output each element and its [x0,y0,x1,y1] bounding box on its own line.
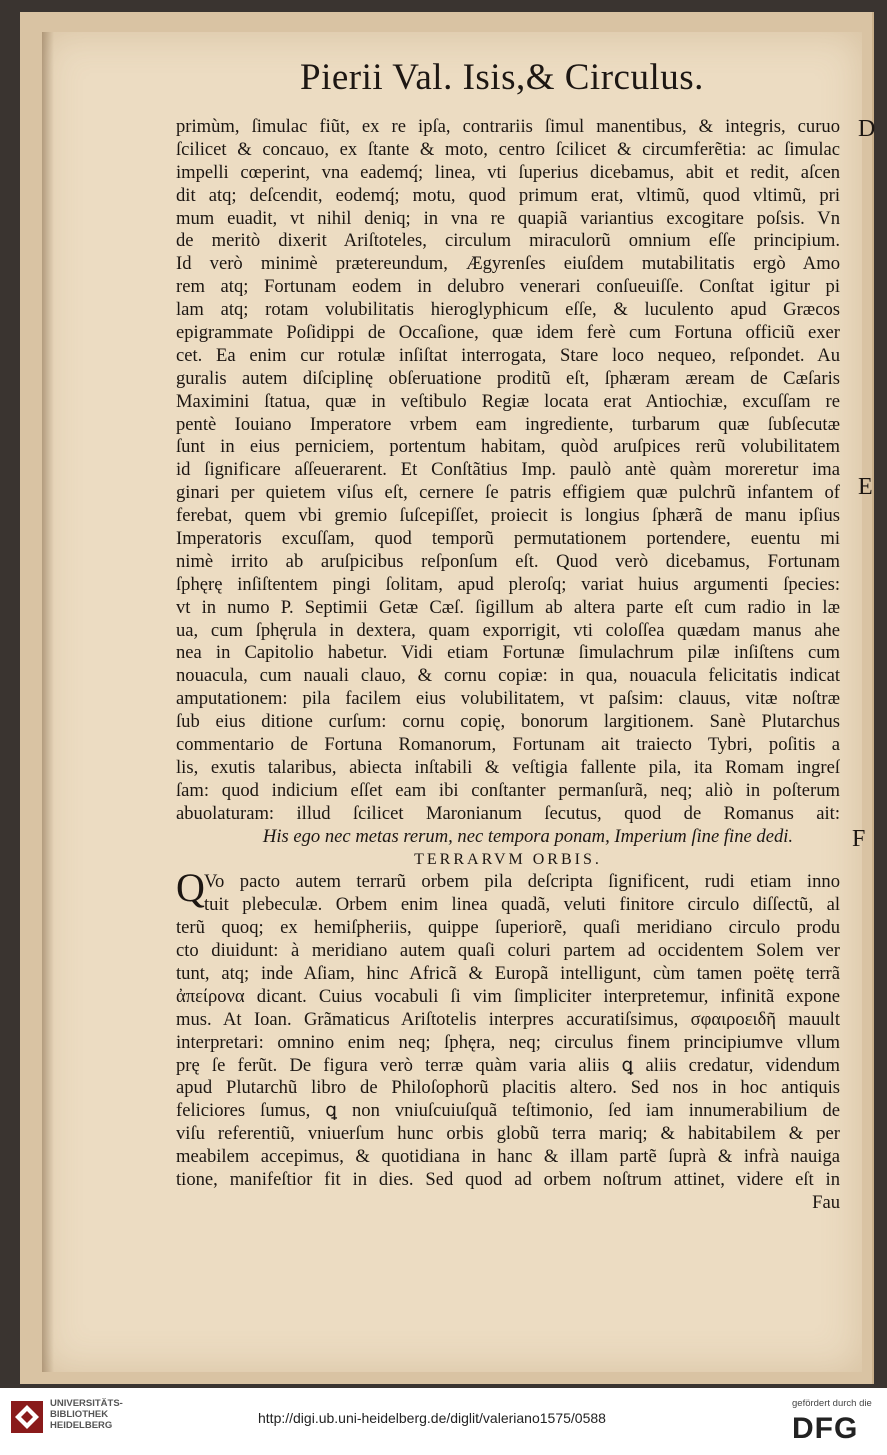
text-line: primùm, ſimulac fiũt, ex re ipſa, contrariis ſimul manentibus, & integris, curuo [176,116,840,137]
text-line: epigrammate Poſidippi de Occaſione, quæ idem ferè cum Fortuna officiũ exer [176,322,840,344]
margin-letter-e: E [858,474,873,500]
text-line: interpretari: omnino enim neq; ſphęra, neq; circulus finem principiumve vllum [176,1031,840,1053]
permalink-url[interactable]: http://digi.ub.uni-heidelberg.de/diglit/valeriano1575/0588 [258,1410,606,1426]
text-line: feliciores ſumus, ꝗ non vniuſcuiuſquã teſtimonio, ſed iam innumerabilium de [176,1100,840,1122]
library-line-3: HEIDELBERG [50,1420,113,1431]
drop-cap: Q [176,865,205,910]
text-line: ferebat, quem vbi gremio ſuſcepiſſet, proiecit is longius ſphærã de manu ipſius [176,505,840,527]
margin-letter-f: F [852,826,866,852]
text-line: nimè irrito ab aruſpicibus reſponſum eſt. Quod verò dicebamus, Fortunam [176,550,840,572]
text-line: ſam: quod indicium eſſet eam ibi conſtanter permanſurã, neq; aliò in poſterum [176,779,840,801]
text-line: apud Plutarchũ libro de Philoſophorũ placitis altero. Sed nos in hoc antiquis [176,1077,840,1099]
text-line: id ſignificare aſſeuerarent. Et Conſtãtius Imp. paulò antè quàm moreretur ima [176,459,840,481]
library-line-1: UNIVERSITÄTS- [50,1398,123,1409]
text-line: terũ quoq; ex hemiſpheriis, quippe ſuperiorẽ, quaſi meridiano circulo produ [176,917,840,939]
text-line: ginari per quietem viſus eſt, cernere ſe patris effigiem quæ pulchrũ infantem of [176,482,840,504]
text-line: dit atq; deſcendit, eodemq́; motu, quod primum erat, vltimũ, quod vltimũ, pri [176,184,840,206]
text-line: ἀπείρονα dicant. Cuius vocabuli ſi vim ſimpliciter interpretemur, infinitã expone [176,985,840,1007]
text-line: ua, cum ſphęrula in dextera, quam exporrigit, vti coloſſea quædam manus ahe [176,619,840,641]
funder-note: gefördert durch die [792,1398,872,1409]
text-line: commentario de Fortuna Romanorum, Fortunam ait traiecto Tybri, poſitis a [176,734,840,756]
text-line: rem atq; Fortunam eodem in delubro venerari conſueuiſſe. Conſtat igitur pi [176,276,840,298]
body-text [176,116,840,1215]
text-line: mum euadit, vt nihil deniq; in vna re quapiã variantius excogitare poſsis. Vn [176,207,840,229]
text-line: nouacula, cum nauali clauo, & cornu copiæ: in qua, nouacula felicitatis indicat [176,665,840,687]
paragraph-2 [176,871,840,1191]
text-line: lis, exutis talaribus, abiecta inſtabili & veſtigia fallente pila, ita Romam ingreſ [176,756,840,778]
gutter-shadow [42,32,54,1372]
library-name [50,1398,123,1431]
text-line: ſcilicet & concauo, ex ſtante & moto, centro ſcilicet & circumferẽtia: ac ſimulac [176,138,840,160]
margin-letter-d: D [858,116,876,142]
text-line: mus. At Ioan. Grãmaticus Ariſtotelis interpres accuratiſsimus, σφαιροειδῆ mauult [176,1008,840,1030]
text-line: guralis autem diſciplinę obſeruatione proditũ eſt, ſphæram æream de Cæſaris [176,367,840,389]
text-line: tunt, atq; inde Aſiam, hinc Africã & Europã intelligunt, cùm tamen poëtę terrã [176,962,840,984]
dfg-logo: DFG [792,1412,859,1445]
university-library-logo-icon [10,1400,44,1434]
text-line: ſphęrę inſiſtentem pingi ſolitam, apud pleroſq; variat huius argumenti ſpecies: [176,573,840,595]
text-line: vt in numo P. Septimii Getæ Cæſ. ſigillum ab altera parte eſt cum radio in læ [176,596,840,618]
verse-quote: His ego nec metas rerum, nec tempora ponam, Imperium ſine fine dedi. [262,825,794,847]
paragraph-1 [176,116,840,826]
text-line: Maximini ſtatua, quæ in veſtibulo Regiæ locata erat Antiochiæ, excuſſam re [176,390,840,412]
text-line: cto diuidunt: à meridiano autem quaſi coluri partem ad occidentem Solem ver [176,940,840,962]
text-line: Vo pacto autem terrarũ orbem pila deſcripta ſignificent, rudi etiam inno [204,871,840,893]
text-line: ſub eius ditione curſum: cornu copię, bonorum largitionem. Sanè Plutarchus [176,711,840,733]
text-line: tuit plebeculæ. Orbem enim linea quadã, veluti finitore circulo diſſectũ, al [204,894,840,916]
text-line: de meritò dixerit Ariſtoteles, circulum miraculorũ omnium eſſe principium. [176,230,840,252]
text-line: nea in Capitolio habetur. Vidi etiam Fortunæ ſimulachrum pilæ inſiſtens cum [176,642,840,664]
text-line: prę ſe ferũt. De figura verò terræ quàm varia aliis ꝗ aliis credatur, videndum [176,1054,840,1076]
text-line: amputationem: pila facilem eius volubilitatem, vt paſsim: clauus, vitæ noſtræ [176,688,840,710]
catchword: Fau [812,1191,840,1213]
running-head: Pierii Val. Isis,& Circulus. [300,57,704,98]
library-line-2: BIBLIOTHEK [50,1409,109,1420]
text-line: impelli cœperint, vna eademq́; linea, vti ſuperius dicebamus, abit et redit, aſcen [176,161,840,183]
text-line: viſu referentiũ, vniuerſum hunc orbis globũ terra mariq; & habitabilem & per [176,1123,840,1145]
text-line: pentè Iouiano Imperatore vrbem eam ingrediente, turbarum quæ ſubſecutæ [176,413,840,435]
section-heading: TERRARVM ORBIS. [414,850,602,868]
text-line: cet. Ea enim cur rotulæ inſiſtat interrogata, Stare loco nequeo, reſpondet. Au [176,344,840,366]
text-line: meabilem accepimus, & quotidiana in hanc & illam partẽ ſuprà & infrà nauiga [176,1146,840,1168]
text-line: Imperatoris excuſſam, quod temporũ permutationem portendere, euentu mi [176,528,840,550]
text-line: Id verò minimè prætereundum, Ægyrenſes eiuſdem mutabilitatis ergò Amo [176,253,840,275]
text-line: tione, manifeſtior fit in dies. Sed quod ad orbem noſtrum attinet, videre eſt in [176,1168,840,1190]
footer-bar [0,1388,887,1455]
text-line: abuolaturam: illud ſcilicet Maronianum ſecutus, quod de Romanus ait: [176,802,840,824]
text-line: lam atq; rotam volubilitatis hieroglyphicum eſſe, & luculento apud Græcos [176,299,840,321]
text-line: ſunt in eius perniciem, portentum habitam, quòd aruſpices rerũ volubilitatem [176,436,840,458]
